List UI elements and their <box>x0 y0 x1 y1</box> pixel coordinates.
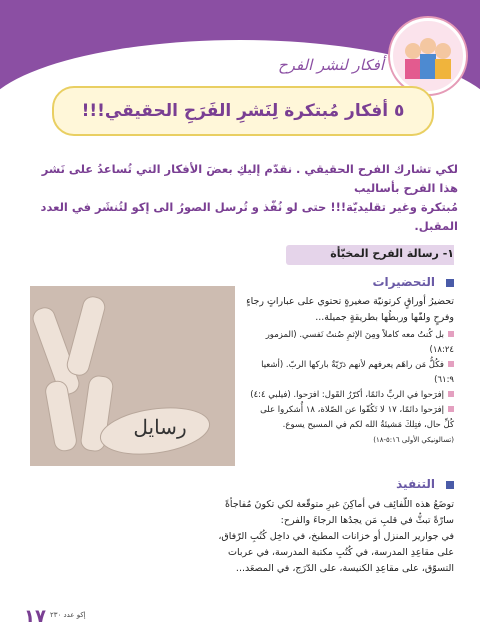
intro-line: مُبتكرة وغير تقليديّة!!! حتى لو نُفّذ و تُرسل الصورُ الى إكو لتُنشَر في العدد المقبل. <box>40 200 458 233</box>
verse-text: فكُلُّ مَن راهَم يعرفهم لأنهم ذرّيّةٌ باركها الربّ. (أشعيا ٦١:٩) <box>261 360 454 385</box>
verse-bullet-icon <box>448 391 454 397</box>
verse-bullet-icon <box>448 406 454 412</box>
verse-line: كُلِّ حال، فتِلكَ مَشيئةُ الله لكم في المسيح يسوع. <box>282 420 454 430</box>
subheading-marker <box>446 481 454 489</box>
section-title: ١- رسالة الفرح المخبّأة <box>330 247 454 260</box>
scrolls-photo <box>30 286 235 466</box>
verse-line <box>240 358 454 388</box>
subheading-execution: التنفيذ <box>396 477 435 491</box>
exec-text <box>200 497 454 577</box>
exec-line: في جوارير المنزل أو خزانات المطبخ، في داخِل كُتُبِ الرّفاق، <box>218 531 454 542</box>
kids-illustration <box>390 18 466 94</box>
verse-line <box>240 403 454 418</box>
prep-line: تحضيرُ أوراقٍ كرتونيّة صغيرةٍ تحتوي على عباراتٍ رجاءٍ <box>246 296 454 307</box>
verse-reference: (تسالونيكي الأولى ٥:١٦-١٨) <box>373 436 454 444</box>
verse-text: إفرَحوا في الربِّ دائمًا، أكرّرُ القَول: افرَحوا. (فيلبي ٤:٤) <box>250 390 444 400</box>
subheading-preparations: التحضيرات <box>372 275 435 289</box>
issue-label: إكو عدد ٢٣٠ <box>50 611 86 619</box>
prep-text <box>240 294 454 326</box>
intro-text <box>22 160 458 236</box>
verses-block <box>240 328 454 448</box>
verse-bullet-icon <box>448 361 454 367</box>
subheading-marker <box>446 279 454 287</box>
verse-text: إفرَحوا دائمًا، ١٧ لا تَكُفّوا عن الصّلاة، ١٨ أُشكروا على <box>260 405 444 415</box>
prep-line: وفرحٍ ولفّها وربطُها بطريقةٍ جميلة... <box>315 312 454 323</box>
exec-line: التسوّق، على مقاعِدِ الكنيسة، على الدّرَج، في المصعَد... <box>235 563 454 574</box>
photo-label: رسايل <box>133 415 187 439</box>
verse-line <box>240 328 454 358</box>
exec-line: على مقاعِدِ المدرسة، في كُتُبِ مكتبة المدرسة، في عربات <box>228 547 454 558</box>
exec-line: سارّةً تبثُّ في قلبِ مَن يجدُها الرجاءَ والفرح: <box>280 515 454 526</box>
page-title: ٥ أفكار مُبتكرة لِنَشرِ الفَرَحِ الحقيقي!!! <box>52 86 434 136</box>
intro-line: لكي تشارك الفرح الحقيقي . نقدّم إليكِ بعضَ الأفكار التي تُساعدُ على نَشر هذا الفرح بأساليب <box>41 162 458 195</box>
series-title: أفكار لنشر الفرح <box>277 56 384 74</box>
verse-text: بل كُنتُ معه كاملاً ومِنَ الإثمِ صُنتُ نَفسي. (المزمور ١٨:٢٤) <box>265 330 454 355</box>
verse-line <box>240 388 454 403</box>
verse-bullet-icon <box>448 331 454 337</box>
exec-line: توضَعُ هذه اللّفائِف في أماكِنَ غيرِ متوقّعة لكي تكونَ مُفاجأةً <box>224 499 454 510</box>
page-number: ١٧ <box>24 606 46 627</box>
